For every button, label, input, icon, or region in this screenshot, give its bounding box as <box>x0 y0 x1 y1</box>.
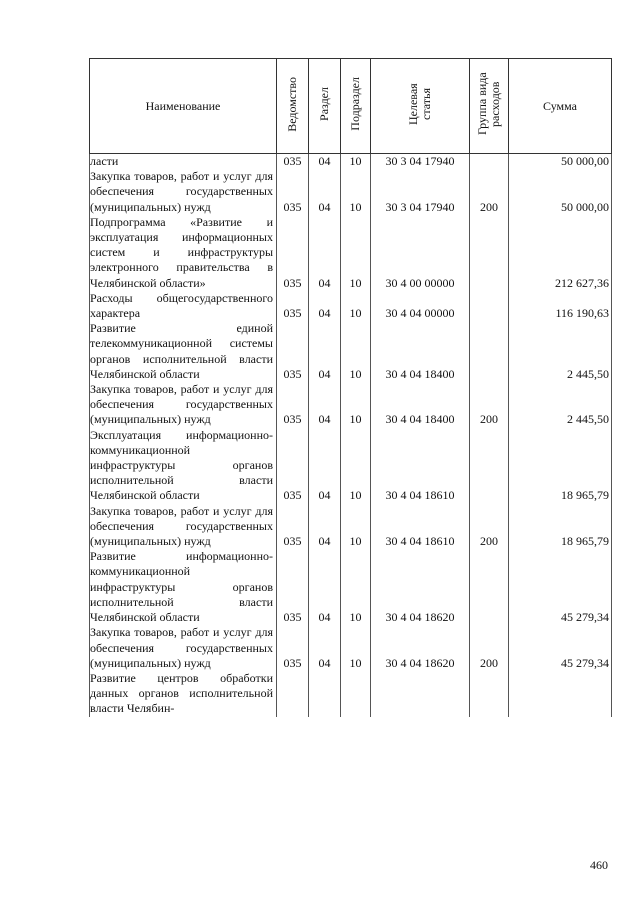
header-amount: Сумма <box>509 59 612 154</box>
row-target-article-cell <box>371 671 470 717</box>
row-section-cell: 04 <box>309 549 341 625</box>
row-target-article-cell: 30 3 04 17940 <box>371 169 470 215</box>
table-row <box>90 215 612 291</box>
row-name-cell: Развитие центров обработки данных органов исполнительной власти Челябин- <box>90 671 277 717</box>
row-department-cell: 035 <box>277 291 309 321</box>
row-section-cell: 04 <box>309 291 341 321</box>
row-expense-group-cell: 200 <box>470 504 509 550</box>
row-amount-cell: 2 445,50 <box>509 382 612 428</box>
row-amount-cell: 18 965,79 <box>509 504 612 550</box>
row-target-article-cell: 30 4 04 18610 <box>371 504 470 550</box>
row-amount-cell <box>509 671 612 717</box>
table-row <box>90 625 612 671</box>
header-expense-group: Группа вида расходов <box>470 59 509 154</box>
row-section-cell: 04 <box>309 625 341 671</box>
table-header-row <box>90 59 612 154</box>
row-amount-cell: 18 965,79 <box>509 428 612 504</box>
row-subsection-cell: 10 <box>341 291 371 321</box>
table-row <box>90 671 612 717</box>
row-expense-group-cell <box>470 671 509 717</box>
row-name-cell: Эксплуатация информационно-коммуникационной инфраструктуры органов исполнительной власти Челябинской области <box>90 428 277 504</box>
row-name-cell: Развитие единой телекоммуникационной системы органов исполнительной власти Челябинской области <box>90 321 277 382</box>
row-expense-group-cell <box>470 291 509 321</box>
row-amount-cell: 45 279,34 <box>509 549 612 625</box>
row-expense-group-cell <box>470 154 509 170</box>
row-target-article-cell: 30 4 04 18620 <box>371 625 470 671</box>
row-target-article-cell: 30 4 04 18620 <box>371 549 470 625</box>
row-amount-cell: 2 445,50 <box>509 321 612 382</box>
table-row <box>90 382 612 428</box>
row-subsection-cell: 10 <box>341 382 371 428</box>
row-subsection-cell: 10 <box>341 549 371 625</box>
row-expense-group-cell <box>470 549 509 625</box>
budget-table <box>89 58 612 717</box>
row-department-cell: 035 <box>277 321 309 382</box>
row-subsection-cell: 10 <box>341 428 371 504</box>
row-section-cell: 04 <box>309 154 341 170</box>
row-expense-group-cell: 200 <box>470 625 509 671</box>
row-name-cell: Закупка товаров, работ и услуг для обеспечения государственных (муниципальных) нужд <box>90 504 277 550</box>
table-row <box>90 169 612 215</box>
header-section: Раздел <box>309 59 341 154</box>
table-row <box>90 321 612 382</box>
row-target-article-cell: 30 4 04 00000 <box>371 291 470 321</box>
header-department: Ведомство <box>277 59 309 154</box>
row-name-cell: Закупка товаров, работ и услуг для обеспечения государственных (муниципальных) нужд <box>90 169 277 215</box>
row-department-cell: 035 <box>277 549 309 625</box>
table-row <box>90 291 612 321</box>
row-department-cell: 035 <box>277 215 309 291</box>
row-expense-group-cell: 200 <box>470 382 509 428</box>
row-department-cell: 035 <box>277 382 309 428</box>
page-number: 460 <box>590 858 608 872</box>
table-row <box>90 428 612 504</box>
row-target-article-cell: 30 4 04 18610 <box>371 428 470 504</box>
row-target-article-cell: 30 3 04 17940 <box>371 154 470 170</box>
row-section-cell: 04 <box>309 169 341 215</box>
row-name-cell: Закупка товаров, работ и услуг для обеспечения государственных (муниципальных) нужд <box>90 625 277 671</box>
row-subsection-cell: 10 <box>341 625 371 671</box>
row-amount-cell: 45 279,34 <box>509 625 612 671</box>
row-target-article-cell: 30 4 04 18400 <box>371 321 470 382</box>
row-name-cell: Расходы общегосударственного характера <box>90 291 277 321</box>
table-row <box>90 549 612 625</box>
row-department-cell <box>277 671 309 717</box>
row-department-cell: 035 <box>277 169 309 215</box>
row-name-cell: Закупка товаров, работ и услуг для обеспечения государственных (муниципальных) нужд <box>90 382 277 428</box>
row-section-cell: 04 <box>309 382 341 428</box>
row-name-cell: Развитие информационно-коммуникационной инфраструктуры органов исполнительной власти Челябинской области <box>90 549 277 625</box>
row-section-cell: 04 <box>309 504 341 550</box>
table-row <box>90 154 612 170</box>
row-amount-cell: 50 000,00 <box>509 169 612 215</box>
row-department-cell: 035 <box>277 428 309 504</box>
row-subsection-cell: 10 <box>341 321 371 382</box>
row-subsection-cell: 10 <box>341 154 371 170</box>
row-expense-group-cell <box>470 215 509 291</box>
row-expense-group-cell: 200 <box>470 169 509 215</box>
row-department-cell: 035 <box>277 625 309 671</box>
header-name: Наименование <box>90 59 277 154</box>
row-subsection-cell: 10 <box>341 215 371 291</box>
header-subsection: Подраздел <box>341 59 371 154</box>
row-subsection-cell: 10 <box>341 169 371 215</box>
row-department-cell: 035 <box>277 154 309 170</box>
table-body <box>90 154 612 717</box>
row-name-cell: Подпрограмма «Развитие и эксплуатация информационных систем и инфраструктуры электронного правительства в Челябинской области» <box>90 215 277 291</box>
row-section-cell: 04 <box>309 215 341 291</box>
row-section-cell: 04 <box>309 428 341 504</box>
header-target-article: Целевая статья <box>371 59 470 154</box>
row-amount-cell: 116 190,63 <box>509 291 612 321</box>
row-subsection-cell: 10 <box>341 504 371 550</box>
row-target-article-cell: 30 4 00 00000 <box>371 215 470 291</box>
row-expense-group-cell <box>470 321 509 382</box>
row-subsection-cell <box>341 671 371 717</box>
row-target-article-cell: 30 4 04 18400 <box>371 382 470 428</box>
row-department-cell: 035 <box>277 504 309 550</box>
row-expense-group-cell <box>470 428 509 504</box>
row-section-cell: 04 <box>309 321 341 382</box>
row-name-cell: ласти <box>90 154 277 170</box>
row-section-cell <box>309 671 341 717</box>
row-amount-cell: 212 627,36 <box>509 215 612 291</box>
row-amount-cell: 50 000,00 <box>509 154 612 170</box>
table-row <box>90 504 612 550</box>
